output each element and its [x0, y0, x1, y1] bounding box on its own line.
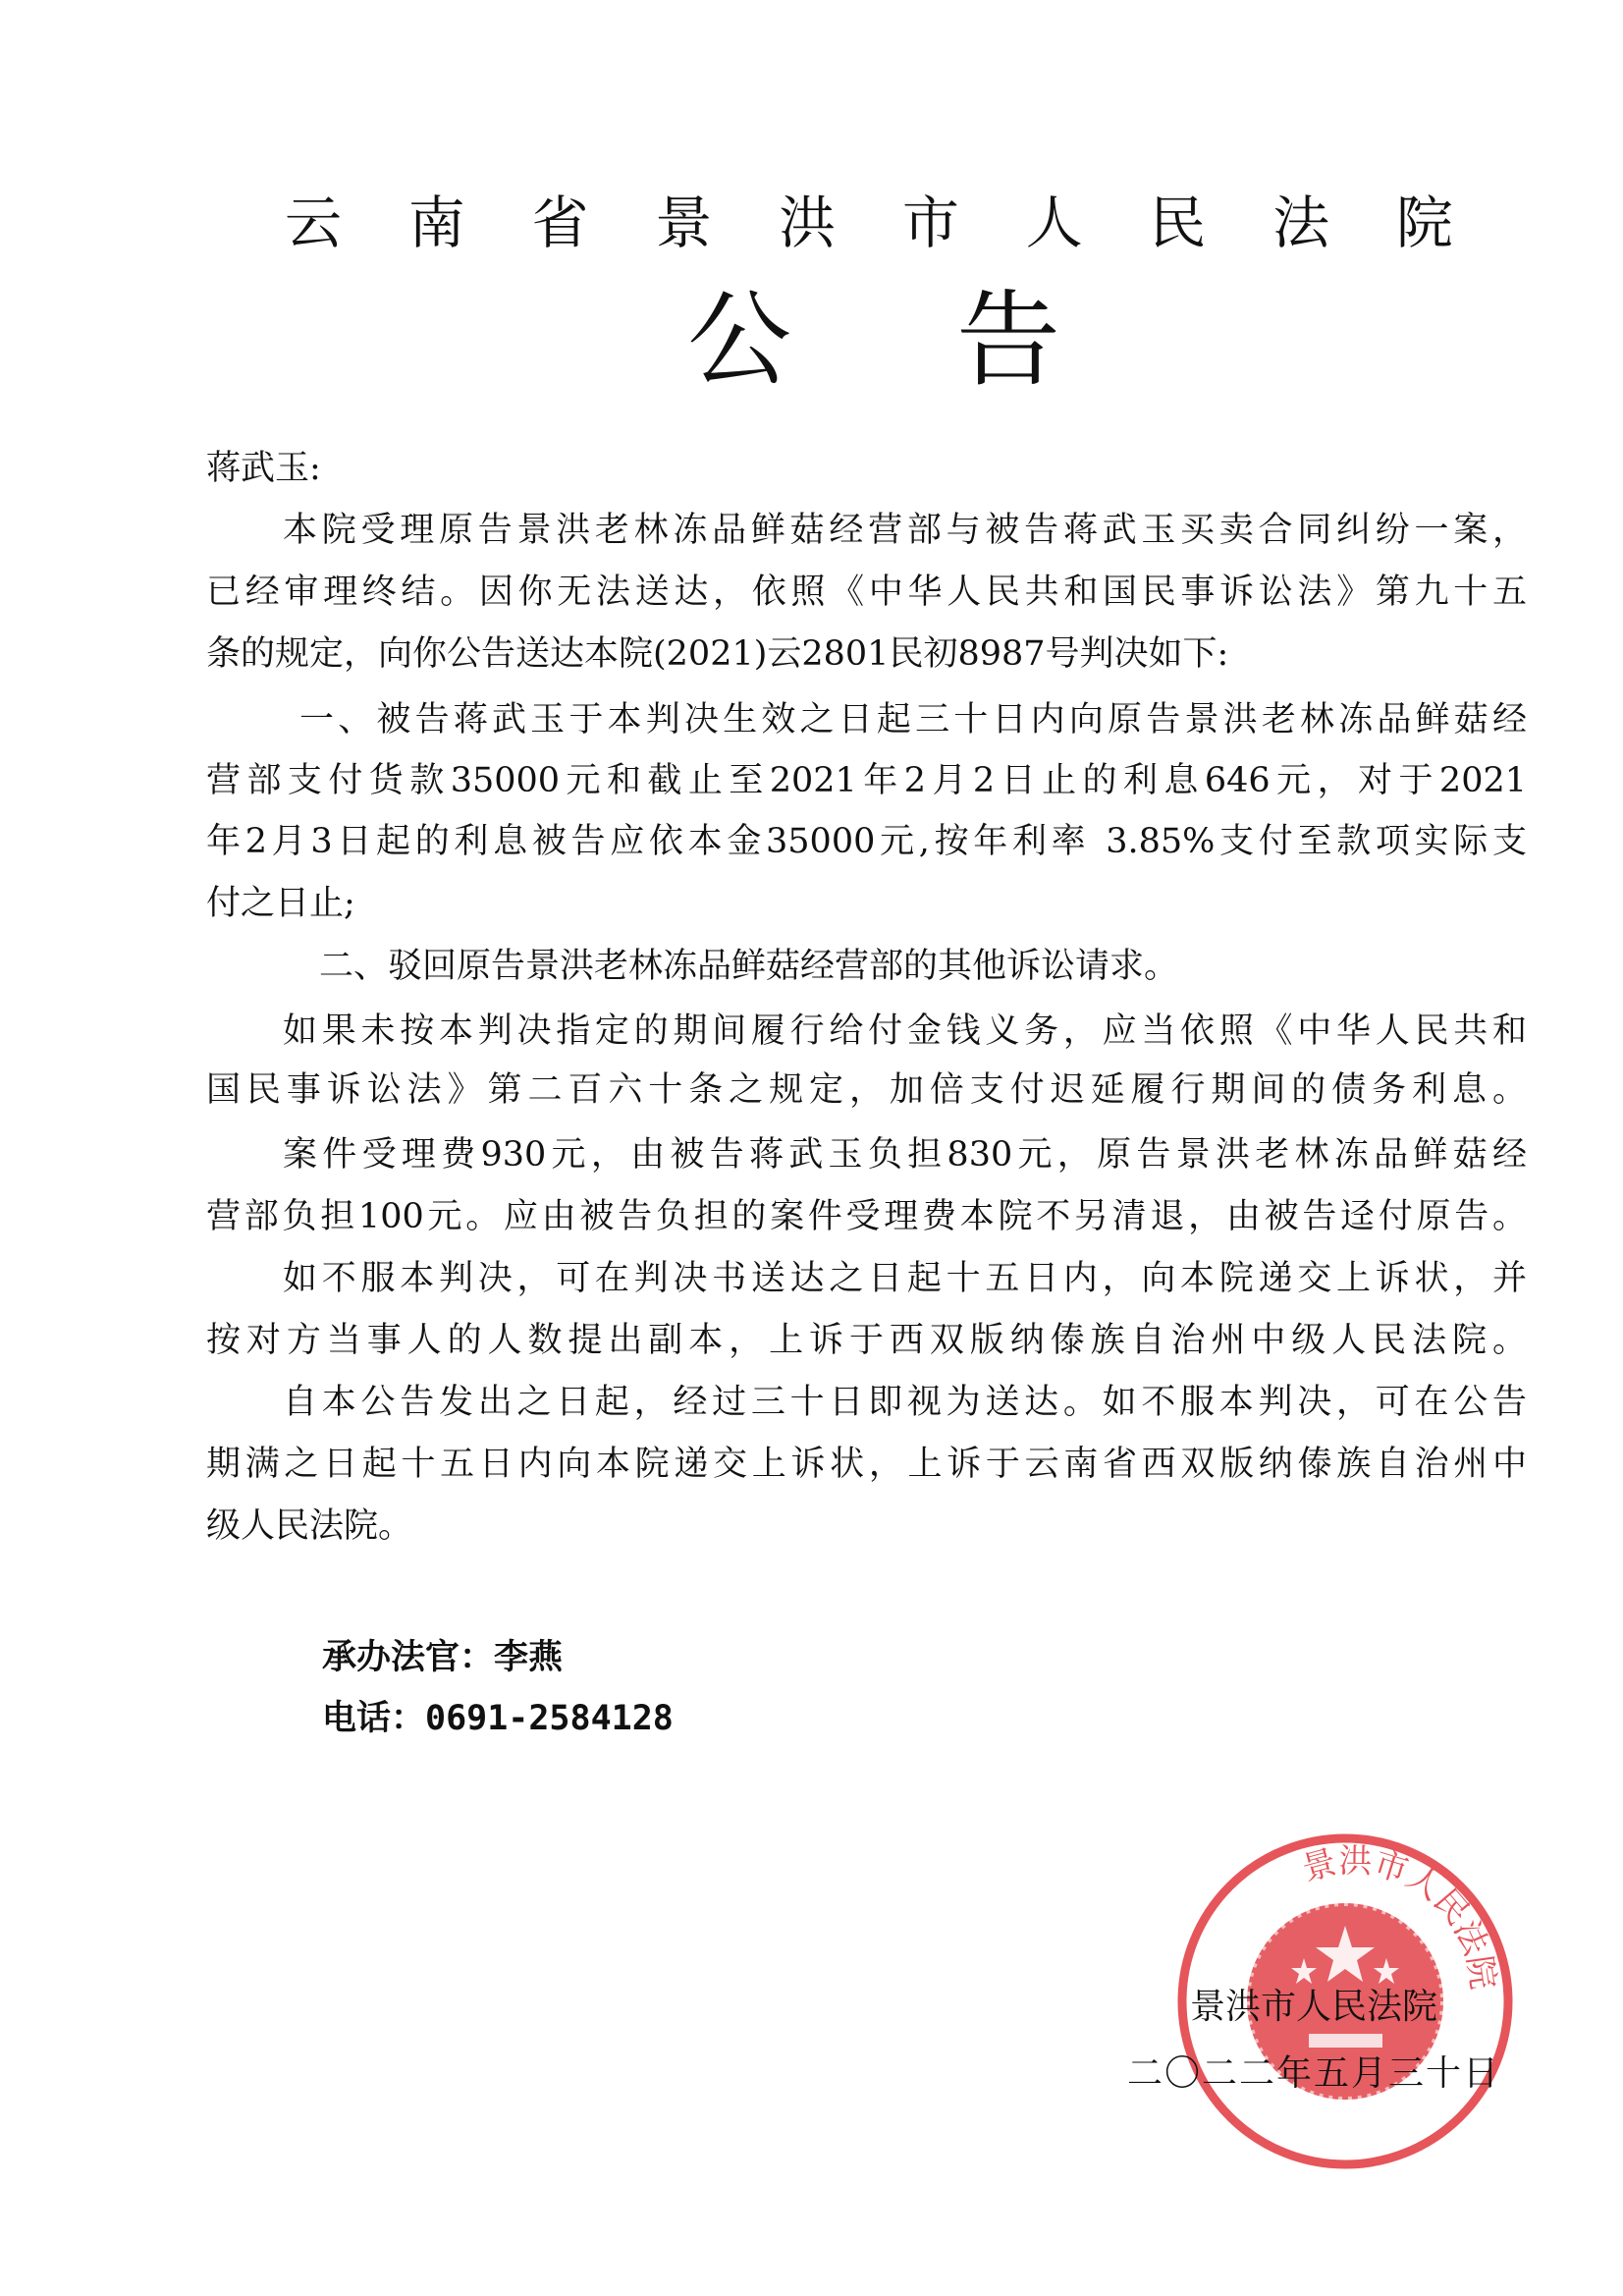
seal-stamp-text: 景洪市人民法院 — [1298, 1841, 1503, 1993]
body-line: 一、被告蒋武玉于本判决生效之日起三十日内向原告景洪老林冻品鲜菇经 — [299, 700, 1527, 739]
body-line: 国民事诉讼法》第二百六十条之规定，加倍支付迟延履行期间的债务利息。 — [206, 1070, 1527, 1110]
title-char: 公 — [687, 280, 791, 401]
body-line: 年2月3日起的利息被告应依本金35000元,按年利率 3.85%支付至款项实际支 — [206, 822, 1527, 861]
court-char: 民 — [1149, 190, 1207, 256]
body-line: 本院受理原告景洪老林冻品鲜菇经营部与被告蒋武玉买卖合同纠纷一案， — [283, 511, 1527, 550]
seal-court-name: 景洪市人民法院 — [1190, 1987, 1438, 2027]
phone-number: 电话：0691-2584128 — [322, 1699, 674, 1738]
court-char: 院 — [1395, 190, 1453, 256]
court-char: 洪 — [779, 190, 837, 256]
body-line: 案件受理费930元，由被告蒋武玉负担830元，原告景洪老林冻品鲜菇经 — [283, 1135, 1527, 1175]
court-char: 景 — [655, 190, 713, 256]
court-char: 省 — [531, 190, 589, 256]
body-line: 二、驳回原告景洪老林冻品鲜菇经营部的其他诉讼请求。 — [319, 947, 1179, 986]
seal-date: 二〇二二年五月三十日 — [1127, 2053, 1501, 2094]
body-line: 期满之日起十五日内向本院递交上诉状，上诉于云南省西双版纳傣族自治州中 — [206, 1445, 1527, 1484]
court-char: 法 — [1272, 190, 1330, 256]
judge-name: 承办法官：李燕 — [322, 1638, 564, 1677]
court-name — [285, 177, 1453, 259]
addressee: 蒋武玉: — [206, 449, 321, 488]
body-line: 如果未按本判决指定的期间履行给付金钱义务，应当依照《中华人民共和 — [283, 1011, 1527, 1051]
court-char: 人 — [1025, 190, 1083, 256]
body-line: 付之日止; — [206, 884, 355, 923]
body-line: 级人民法院。 — [206, 1506, 413, 1546]
title-char: 告 — [956, 280, 1060, 401]
court-char: 南 — [407, 190, 465, 256]
document-title — [687, 257, 1060, 407]
body-line: 如不服本判决，可在判决书送达之日起十五日内，向本院递交上诉状，并 — [283, 1259, 1527, 1298]
body-line: 营部负担100元。应由被告负担的案件受理费本院不另清退，由被告迳付原告。 — [206, 1197, 1527, 1236]
body-line: 自本公告发出之日起，经过三十日即视为送达。如不服本判决，可在公告 — [283, 1383, 1527, 1422]
body-line: 按对方当事人的人数提出副本，上诉于西双版纳傣族自治州中级人民法院。 — [206, 1321, 1527, 1360]
court-char: 市 — [901, 190, 959, 256]
court-char: 云 — [285, 190, 343, 256]
body-line: 营部支付货款35000元和截止至2021年2月2日止的利息646元，对于2021 — [206, 761, 1527, 800]
body-line: 条的规定，向你公告送达本院(2021)云2801民初8987号判决如下: — [206, 634, 1229, 674]
body-line: 已经审理终结。因你无法送达，依照《中华人民共和国民事诉讼法》第九十五 — [206, 573, 1527, 612]
